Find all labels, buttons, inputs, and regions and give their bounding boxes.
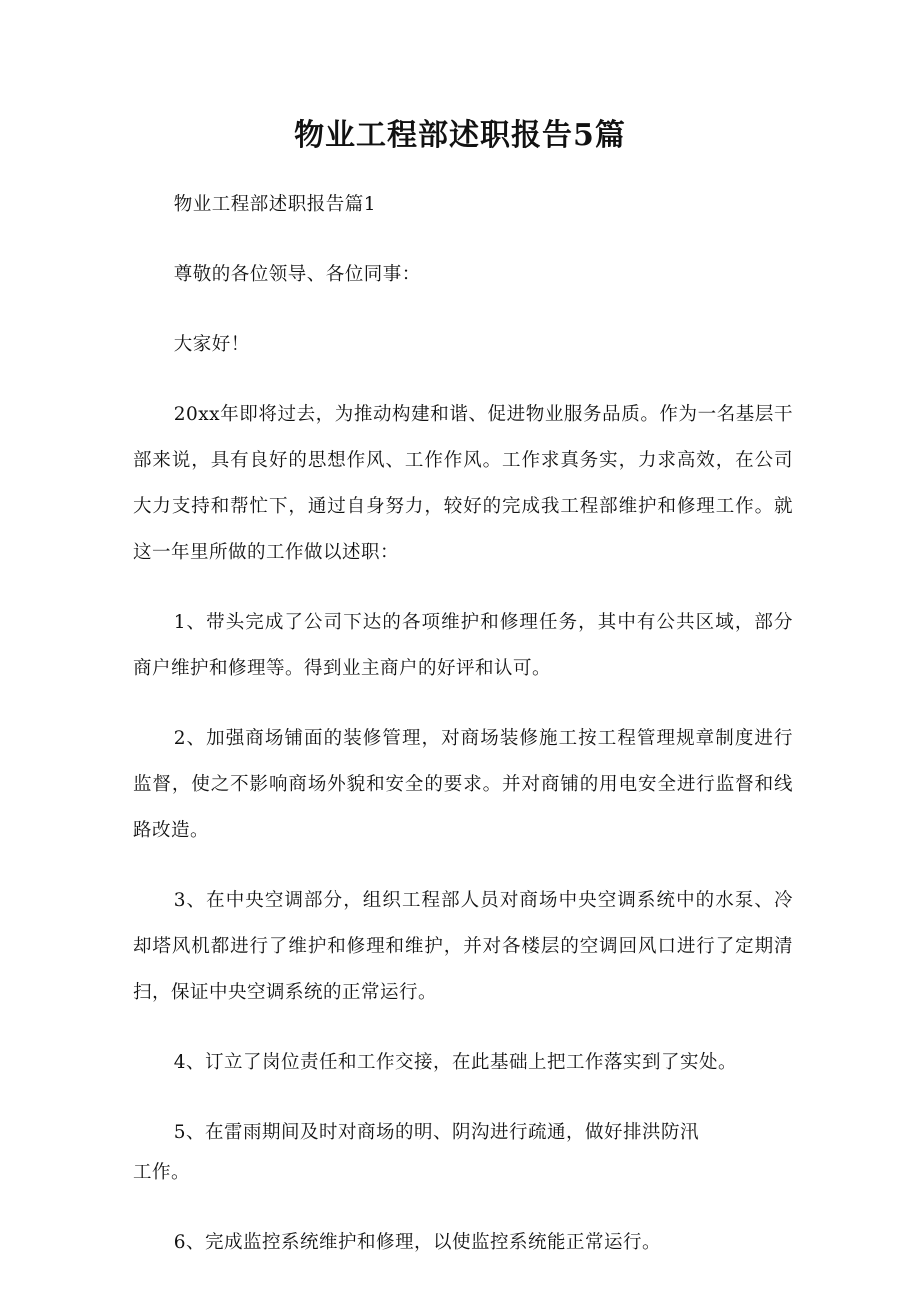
greeting: 大家好！ <box>173 334 250 355</box>
item-3-paragraph: 3、在中央空调部分，组织工程部人员对商场中央空调系统中的水泵、冷却塔风机都进行了维护和修理和维护，并对各楼层的空调回风口进行了定期清扫，保证中央空调系统的正常运行。 <box>133 890 793 1003</box>
section-heading: 物业工程部述职报告篇1 <box>173 194 376 215</box>
item-4-paragraph: 4、订立了岗位责任和工作交接，在此基础上把工作落实到了实处。 <box>173 1052 737 1073</box>
intro-paragraph: 20xx年即将过去，为推动构建和谐、促进物业服务品质。作为一名基层干部来说，具有良好的思想作风、工作作风。工作求真务实，力求高效，在公司大力支持和帮忙下，通过自身努力，较好的完成我工程部维护和修理工作。就这一年里所做的工作做以述职： <box>133 404 793 563</box>
item-6-paragraph: 6、完成监控系统维护和修理，以使监控系统能正常运行。 <box>173 1232 661 1253</box>
document-title: 物业工程部述职报告5篇 <box>294 118 626 153</box>
item-5-continuation: 工作。 <box>133 1162 191 1183</box>
item-2-paragraph: 2、加强商场铺面的装修管理，对商场装修施工按工程管理规章制度进行监督，使之不影响商场外貌和安全的要求。并对商铺的用电安全进行监督和线路改造。 <box>133 728 793 841</box>
item-1-paragraph: 1、带头完成了公司下达的各项维护和修理任务，其中有公共区域，部分商户维护和修理等。得到业主商户的好评和认可。 <box>133 612 793 679</box>
document-body <box>133 182 793 1290</box>
item-5-paragraph: 5、在雷雨期间及时对商场的明、阴沟进行疏通，做好排洪防汛 <box>173 1122 699 1143</box>
salutation: 尊敬的各位领导、各位同事： <box>173 264 421 285</box>
